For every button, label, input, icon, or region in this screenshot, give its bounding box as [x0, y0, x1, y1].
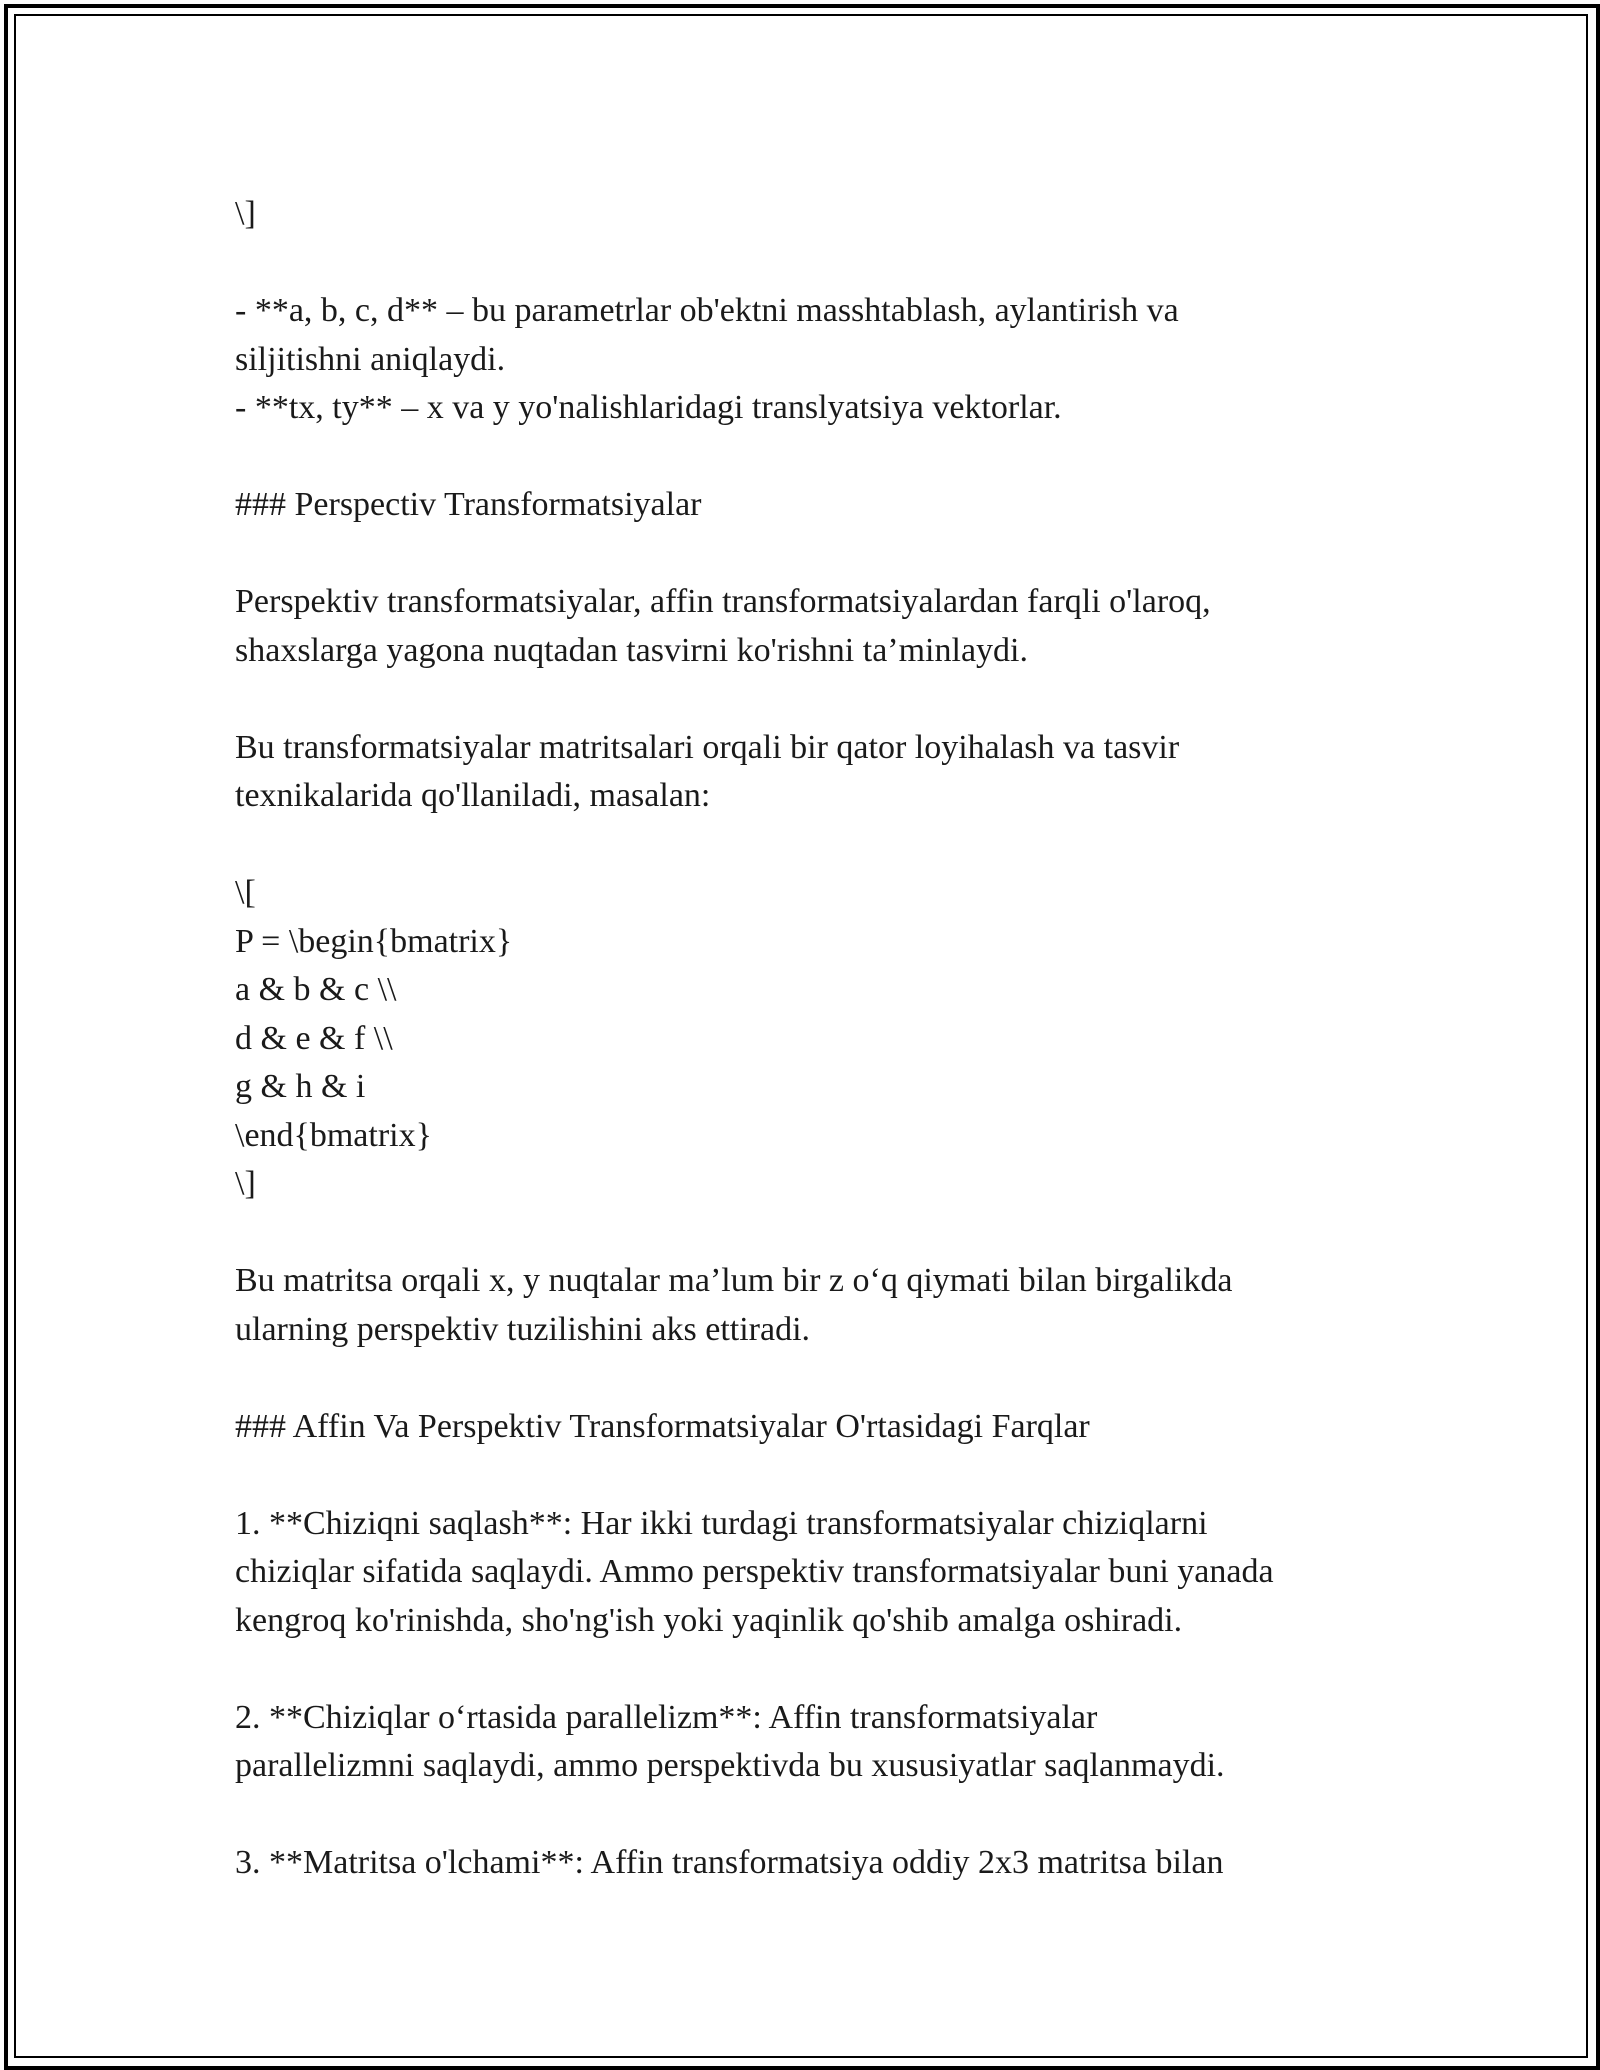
list-item-2: 2. **Chiziqlar o‘rtasida parallelizm**: Affin transformatsiyalar — [235, 1698, 1098, 1736]
list-item-3: 3. **Matritsa o'lchami**: Affin transformatsiya oddiy 2x3 matritsa bilan — [235, 1844, 1224, 1881]
text-line: \] — [235, 195, 256, 232]
paragraph-line: Bu transformatsiyalar matritsalari orqali bir qator loyihalash va tasvir — [235, 728, 1180, 766]
latex-line: \[ — [235, 874, 256, 911]
latex-line: d & e & f \\ — [235, 1019, 393, 1057]
latex-line: \] — [235, 1165, 256, 1202]
blank-line — [235, 1645, 1385, 1694]
paragraph-line: shaxslarga yagona nuqtadan tasvirni ko'rishni ta’minlaydi. — [235, 631, 1028, 669]
paragraph-line: Perspektiv transformatsiyalar, affin transformatsiyalardan farqli o'laroq, — [235, 583, 1211, 620]
latex-line: a & b & c \\ — [235, 971, 397, 1008]
list-item-1: 1. **Chiziqni saqlash**: Har ikki turdagi transformatsiyalar chiziqlarni — [235, 1504, 1208, 1542]
blank-line — [235, 675, 1385, 724]
paragraph-line: texnikalarida qo'llaniladi, masalan: — [235, 777, 711, 814]
blank-line — [235, 239, 1385, 288]
blank-line — [235, 1354, 1385, 1403]
section-heading-farqlar: ### Affin Va Perspektiv Transformatsiyalar O'rtasidagi Farqlar — [235, 1407, 1090, 1445]
bullet-item-txty: - **tx, ty** – x va y yo'nalishlaridagi translyatsiya vektorlar. — [235, 389, 1062, 426]
document-body — [235, 190, 1385, 1888]
blank-line — [235, 433, 1385, 482]
blank-line — [235, 1209, 1385, 1258]
paragraph-line: ularning perspektiv tuzilishini aks ettiradi. — [235, 1310, 811, 1348]
bullet-item-abcd: - **a, b, c, d** – bu parametrlar ob'ektni masshtablash, aylantirish va — [235, 292, 1179, 329]
blank-line — [235, 1451, 1385, 1500]
text-line: siljitishni aniqlaydi. — [235, 340, 506, 378]
blank-line — [235, 530, 1385, 579]
section-heading-perspectiv: ### Perspectiv Transformatsiyalar — [235, 486, 702, 523]
paragraph-line: Bu matritsa orqali x, y nuqtalar ma’lum bir z o‘q qiymati bilan birgalikda — [235, 1262, 1233, 1299]
paragraph-line: kengroq ko'rinishda, sho'ng'ish yoki yaqinlik qo'shib amalga oshiradi. — [235, 1601, 1183, 1639]
paragraph-line: chiziqlar sifatida saqlaydi. Ammo perspektiv transformatsiyalar buni yanada — [235, 1553, 1274, 1590]
blank-line — [235, 821, 1385, 870]
latex-line: g & h & i — [235, 1068, 366, 1105]
paragraph-line: parallelizmni saqlaydi, ammo perspektivda bu xususiyatlar saqlanmaydi. — [235, 1747, 1225, 1784]
latex-line: P = \begin{bmatrix} — [235, 922, 513, 960]
latex-line: \end{bmatrix} — [235, 1116, 432, 1154]
blank-line — [235, 1791, 1385, 1840]
